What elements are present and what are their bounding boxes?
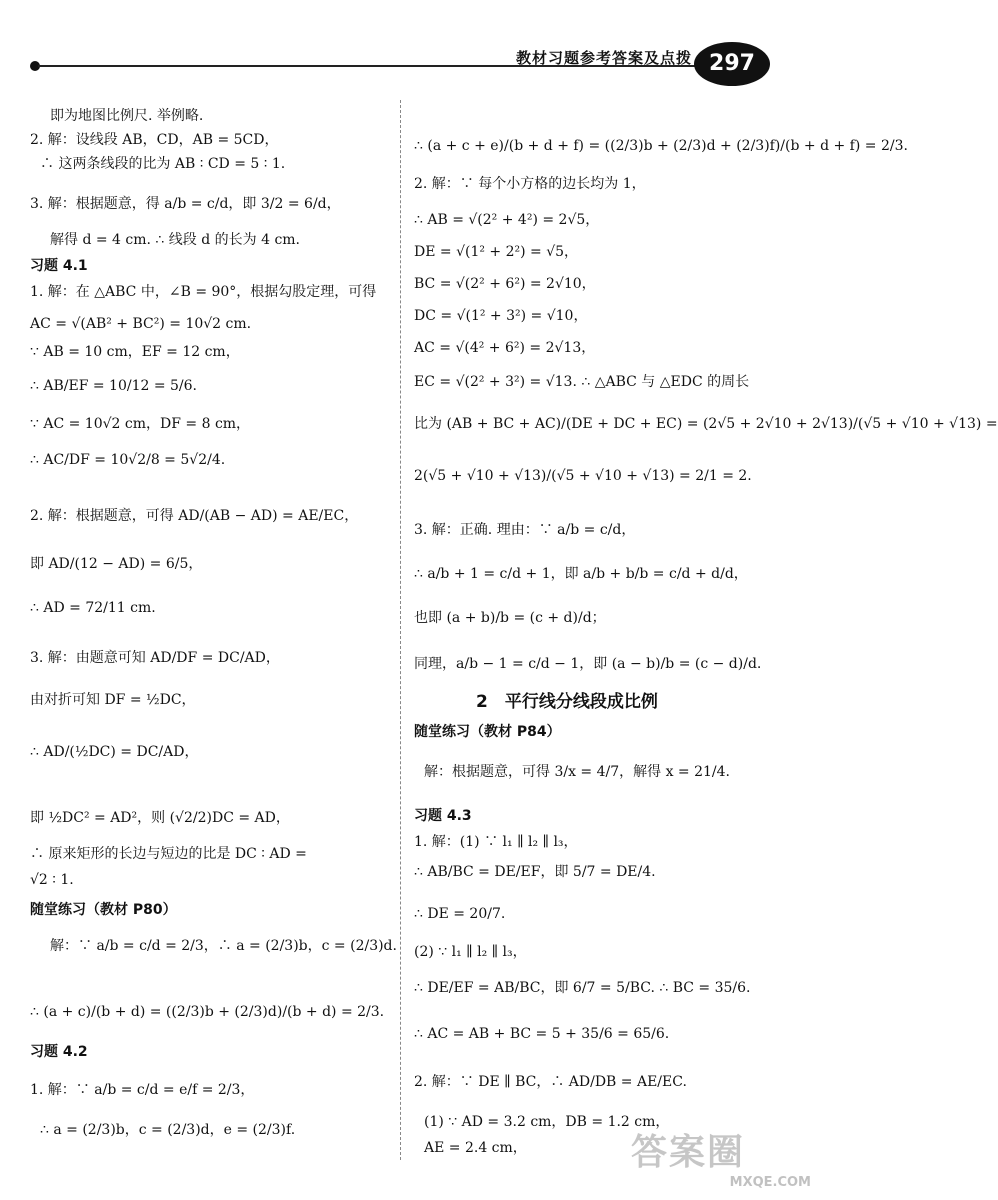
text-line: ∴ AC/DF = 10√2/8 = 5√2/4. <box>30 452 226 468</box>
header-title: 教材习题参考答案及点拨 <box>515 49 692 67</box>
text-line: AC = √(AB² + BC²) = 10√2 cm. <box>30 316 252 332</box>
text-line: ∴ AB/EF = 10/12 = 5/6. <box>30 378 197 394</box>
text-line: ∴ 原来矩形的长边与短边的比是 DC ∶ AD = <box>30 846 307 862</box>
text-line: 1. 解：(1) ∵ l₁ ∥ l₂ ∥ l₃， <box>414 834 578 850</box>
text-line: 解得 d = 4 cm. ∴ 线段 d 的长为 4 cm. <box>50 232 301 248</box>
text-line: ∴ 这两条线段的比为 AB ∶ CD = 5 ∶ 1. <box>40 156 286 172</box>
section-title: 2 平行线分线段成比例 <box>476 692 658 712</box>
text-line: 2. 解：根据题意，可得 AD/(AB − AD) = AE/EC， <box>30 508 359 524</box>
text-line: 1. 解：∵ a/b = c/d = e/f = 2/3， <box>30 1082 255 1098</box>
text-line: (2) ∵ l₁ ∥ l₂ ∥ l₃， <box>414 944 527 960</box>
text-line: ∴ a = (2/3)b，c = (2/3)d，e = (2/3)f. <box>40 1122 296 1138</box>
text-line: 由对折可知 DF = ½DC， <box>30 692 196 708</box>
text-line: ∴ DE/EF = AB/BC，即 6/7 = 5/BC. ∴ BC = 35/6. <box>414 980 751 996</box>
text-line: √2 ∶ 1. <box>30 872 74 888</box>
text-line: AE = 2.4 cm， <box>424 1140 527 1156</box>
text-line: ∴ (a + c + e)/(b + d + f) = ((2/3)b + (2/3)d + (2/3)f)/(b + d + f) = 2/3. <box>414 138 908 154</box>
text-line: 2. 解：设线段 AB，CD，AB = 5CD， <box>30 132 279 148</box>
text-line: 2. 解：∵ 每个小方格的边长均为 1， <box>414 176 646 192</box>
section-heading: 习题 4.3 <box>414 808 472 824</box>
text-line: 比为 (AB + BC + AC)/(DE + DC + EC) = (2√5 + 2√10 + 2√13)/(√5 + √10 + √13) = <box>414 416 998 432</box>
text-line: 即 ½DC² = AD²，则 (√2/2)DC = AD， <box>30 810 290 826</box>
text-line: 解：∵ a/b = c/d = 2/3，∴ a = (2/3)b，c = (2/3)d. <box>50 938 397 954</box>
text-line: BC = √(2² + 6²) = 2√10， <box>414 276 596 292</box>
text-line: 3. 解：由题意可知 AD/DF = DC/AD， <box>30 650 280 666</box>
text-line: 即为地图比例尺. 举例略. <box>50 108 204 124</box>
column-divider <box>400 100 401 1160</box>
text-line: 同理，a/b − 1 = c/d − 1，即 (a − b)/b = (c − d)/d. <box>414 656 762 672</box>
text-line: 3. 解：根据题意，得 a/b = c/d，即 3/2 = 6/d， <box>30 196 341 212</box>
text-line: 也即 (a + b)/b = (c + d)/d； <box>414 610 606 626</box>
text-line: 即 AD/(12 − AD) = 6/5， <box>30 556 203 572</box>
text-line: ∴ a/b + 1 = c/d + 1，即 a/b + b/b = c/d + d/d， <box>414 566 748 582</box>
text-line: 1. 解：在 △ABC 中，∠B = 90°，根据勾股定理，可得 <box>30 284 377 300</box>
section-heading: 习题 4.2 <box>30 1044 88 1060</box>
watermark-text: 答案圈 <box>631 1132 746 1173</box>
text-line: ∴ DE = 20/7. <box>414 906 506 922</box>
text-line: 3. 解：正确. 理由：∵ a/b = c/d， <box>414 522 636 538</box>
page-header <box>30 50 770 90</box>
text-line: DC = √(1² + 3²) = √10， <box>414 308 588 324</box>
text-line: 2(√5 + √10 + √13)/(√5 + √10 + √13) = 2/1 = 2. <box>414 468 752 484</box>
watermark-url: MXQE.COM <box>729 1175 811 1190</box>
text-line: EC = √(2² + 3²) = √13. ∴ △ABC 与 △EDC 的周长 <box>414 374 750 390</box>
text-line: ∴ AD = 72/11 cm. <box>30 600 156 616</box>
text-line: (1) ∵ AD = 3.2 cm，DB = 1.2 cm， <box>424 1114 670 1130</box>
text-line: ∴ (a + c)/(b + d) = ((2/3)b + (2/3)d)/(b + d) = 2/3. <box>30 1004 385 1020</box>
text-line: 2. 解：∵ DE ∥ BC，∴ AD/DB = AE/EC. <box>414 1074 687 1090</box>
section-heading: 随堂练习（教材 P84） <box>414 724 561 740</box>
text-line: AC = √(4² + 6²) = 2√13， <box>414 340 596 356</box>
text-line: 解：根据题意，可得 3/x = 4/7，解得 x = 21/4. <box>424 764 730 780</box>
text-line: ∴ AD/(½DC) = DC/AD， <box>30 744 199 760</box>
text-line: ∴ AC = AB + BC = 5 + 35/6 = 65/6. <box>414 1026 670 1042</box>
text-line: DE = √(1² + 2²) = √5， <box>414 244 579 260</box>
page-number: 297 <box>694 42 770 86</box>
watermark-logo <box>631 1124 811 1194</box>
text-line: ∵ AC = 10√2 cm，DF = 8 cm， <box>30 416 251 432</box>
text-line: ∴ AB/BC = DE/EF，即 5/7 = DE/4. <box>414 864 656 880</box>
text-line: ∵ AB = 10 cm，EF = 12 cm， <box>30 344 240 360</box>
section-heading: 随堂练习（教材 P80） <box>30 902 177 918</box>
section-heading: 习题 4.1 <box>30 258 88 274</box>
text-line: ∴ AB = √(2² + 4²) = 2√5， <box>414 212 600 228</box>
